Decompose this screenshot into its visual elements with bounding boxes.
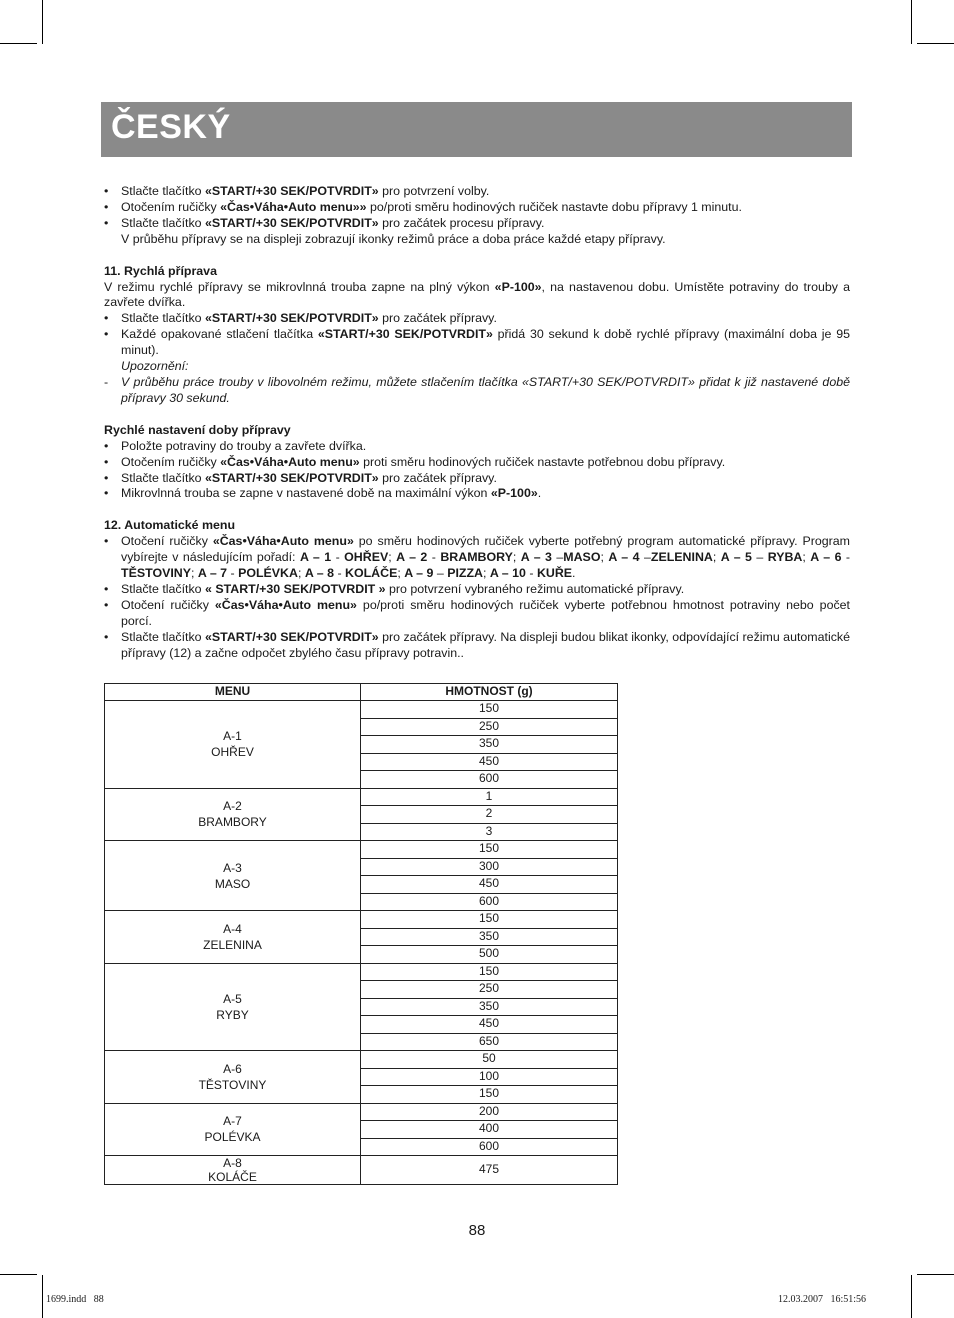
weight-cell: 450: [361, 876, 618, 894]
section-heading: 11. Rychlá příprava: [104, 263, 217, 278]
weight-cell: 150: [361, 841, 618, 859]
table-row: [105, 788, 618, 806]
date-slug: 12.03.2007 16:51:56: [778, 1294, 867, 1305]
table-row: [105, 701, 618, 719]
weight-cell: 650: [361, 1033, 618, 1051]
menu-cell: A-1 OHŘEV: [105, 701, 361, 789]
table-row: [105, 1051, 618, 1069]
paragraph: V průběhu přípravy se na displeji zobrazují ikonky režimů práce a doba práce každé etapy přípravy.: [121, 231, 666, 246]
weight-cell: 250: [361, 718, 618, 736]
weight-cell: 300: [361, 858, 618, 876]
weight-cell: 400: [361, 1121, 618, 1139]
weight-cell: 350: [361, 928, 618, 946]
table-row: [105, 841, 618, 859]
table-row: [105, 1156, 618, 1185]
weight-cell: 3: [361, 823, 618, 841]
crop-mark: [0, 1274, 37, 1275]
crop-mark: [917, 43, 954, 44]
list-item: • Stlačte tlačítko «START/+30 SEK/POTVRDIT» pro začátek přípravy.: [104, 470, 497, 485]
weight-cell: 50: [361, 1051, 618, 1069]
page-title: ČESKÝ: [111, 108, 231, 146]
weight-cell: 350: [361, 736, 618, 754]
note: - V průběhu práce trouby v libovolném režimu, můžete stlačením tlačítka «START/+30 SEK/POTVRDIT» přidat k již nastavené době přípravy 30 sekund.: [104, 374, 850, 405]
weight-cell: 2: [361, 806, 618, 824]
menu-cell: A-5 RYBY: [105, 963, 361, 1051]
crop-mark: [917, 1274, 954, 1275]
list-item: • Položte potraviny do trouby a zavřete dvířka.: [104, 438, 367, 453]
crop-mark: [42, 1275, 43, 1318]
weight-cell: 600: [361, 893, 618, 911]
weight-cell: 200: [361, 1103, 618, 1121]
weight-cell: 150: [361, 911, 618, 929]
list-item: • Stlačte tlačítko «START/+30 SEK/POTVRDIT» pro potvrzení volby.: [104, 184, 490, 198]
table-row: [105, 963, 618, 981]
list-item: • Mikrovlnná trouba se zapne v nastavené době na maximální výkon «P-100».: [104, 486, 542, 501]
page-number: 88: [468, 1222, 486, 1239]
language-header: [101, 102, 852, 157]
column-header: HMOTNOST (g): [361, 684, 618, 701]
list-item: • Otočením ručičky «Čas•Váha•Auto menu» proti směru hodinových ručiček nastavte potřebnou dobu přípravy.: [104, 454, 726, 469]
menu-cell: A-6 TĚSTOVINY: [105, 1051, 361, 1104]
weight-cell: 250: [361, 981, 618, 999]
list-item: • Stlačte tlačítko « START/+30 SEK/POTVRDIT » pro potvrzení vybraného režimu automatické přípravy.: [104, 581, 685, 596]
weight-cell: 450: [361, 753, 618, 771]
menu-cell: A-4 ZELENINA: [105, 911, 361, 964]
list-item: • Otočení ručičky «Čas•Váha•Auto menu» po/proti směru hodinových ručiček vyberte potřebnou hmotnost potraviny nebo počet porcí.: [104, 597, 850, 628]
weight-cell: 475: [361, 1156, 618, 1185]
section-heading: 12. Automatické menu: [104, 518, 236, 533]
weight-cell: 100: [361, 1068, 618, 1086]
crop-mark: [911, 1275, 912, 1318]
weight-cell: 150: [361, 1086, 618, 1104]
weight-cell: 1: [361, 788, 618, 806]
weight-cell: 500: [361, 946, 618, 964]
weight-cell: 150: [361, 701, 618, 719]
weight-cell: 350: [361, 998, 618, 1016]
menu-cell: A-7 POLÉVKA: [105, 1103, 361, 1156]
weight-cell: 600: [361, 771, 618, 789]
paragraph: V režimu rychlé přípravy se mikrovlnná trouba zapne na plný výkon «P-100», na nastavenou dobu. Umístěte potraviny do trouby a zavřete dvířka.: [104, 279, 850, 310]
list-item: • Stlačte tlačítko «START/+30 SEK/POTVRDIT» pro začátek procesu přípravy.: [104, 215, 545, 230]
file-slug: 1699.indd 88: [46, 1294, 104, 1305]
table-row: [105, 1103, 618, 1121]
note-label: Upozornění:: [121, 359, 189, 374]
list-item: • Stlačte tlačítko «START/+30 SEK/POTVRDIT» pro začátek přípravy. Na displeji budou blikat ikonky, odpovídající režimu automatické přípravy (12) a začne odpočet zbylého času přípravy potravin..: [104, 629, 850, 660]
list-item: • Otočením ručičky «Čas•Váha•Auto menu»» po/proti směru hodinových ručiček nastavte dobu přípravy 1 minutu.: [104, 199, 742, 214]
weight-cell: 600: [361, 1138, 618, 1156]
column-header: MENU: [105, 684, 361, 701]
auto-menu-table: [104, 683, 618, 1185]
list-item: • Každé opakované stlačení tlačítka «START/+30 SEK/POTVRDIT» přidá 30 sekund k době rychlé přípravy (maximální doba je 95 minut).: [104, 327, 850, 358]
weight-cell: 150: [361, 963, 618, 981]
crop-mark: [911, 0, 912, 44]
list-item: • Otočení ručičky «Čas•Váha•Auto menu» po směru hodinových ručiček vyberte potřebný program automatické přípravy. Program vybírejte v následujícím pořadí: A – 1 - OHŘEV; A – 2 - BRAMBORY; A – 3 –MASO; A – 4 –ZELENINA; A – 5 – RYBA; A – 6 - TĚSTOVINY; A – 7 - POLÉVKA; A – 8 - KOLÁČE; A – 9 – PIZZA; A – 10 - KUŘE.: [104, 534, 851, 581]
list-item: • Stlačte tlačítko «START/+30 SEK/POTVRDIT» pro začátek přípravy.: [104, 311, 497, 326]
menu-cell: A-2 BRAMBORY: [105, 788, 361, 841]
weight-cell: 450: [361, 1016, 618, 1034]
menu-cell: A-8 KOLÁČE: [105, 1156, 361, 1185]
crop-mark: [0, 43, 37, 44]
table-row: [105, 911, 618, 929]
section-heading: Rychlé nastavení doby přípravy: [104, 422, 291, 437]
instructions-body: [104, 184, 850, 661]
menu-cell: A-3 MASO: [105, 841, 361, 911]
crop-mark: [42, 0, 43, 44]
